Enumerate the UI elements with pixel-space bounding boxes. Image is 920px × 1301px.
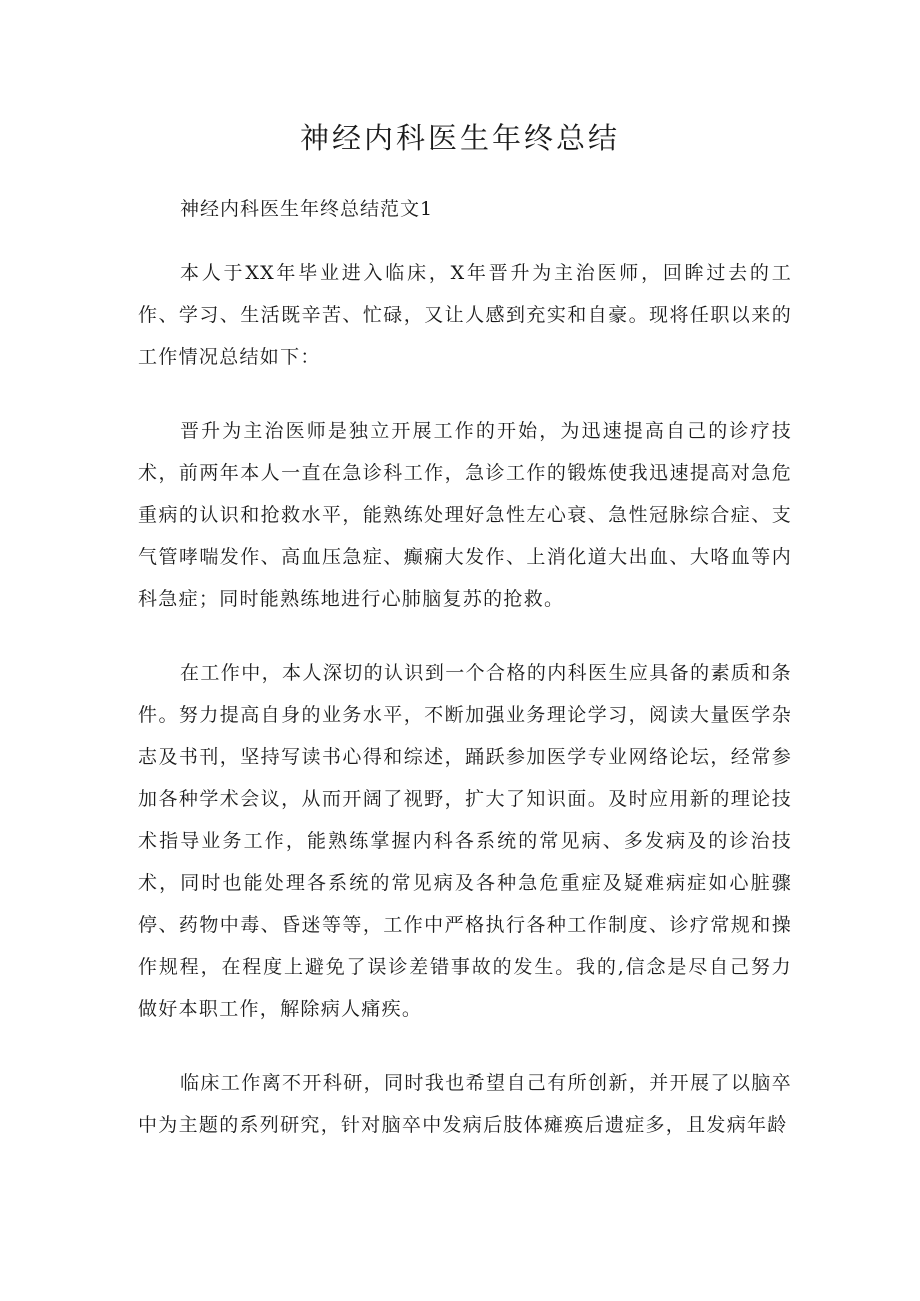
document-body — [138, 252, 792, 1178]
document-subtitle: 神经内科医生年终总结范文1 — [180, 198, 434, 220]
paragraph-research: 临床工作离不开科研，同时我也希望自己有所创新，并开展了以脑卒中为主题的系列研究，针对脑卒中发病后肢体瘫痪后遗症多，且发病年龄 — [138, 1072, 792, 1136]
paragraph-emergency-work: 晋升为主治医师是独立开展工作的开始，为迅速提高自己的诊疗技术，前两年本人一直在急诊科工作，急诊工作的锻炼使我迅速提高对急危重病的认识和抢救水平，能熟练处理好急性左心衰、急性冠脉综合症、支气管哮喘发作、高血压急症、癫痫大发作、上消化道大出血、大咯血等内科急症；同时能熟练地进行心肺脑复苏的抢救。 — [138, 420, 792, 610]
document-title: 神经内科医生年终总结 — [299, 121, 620, 155]
paragraph-professional-study: 在工作中，本人深切的认识到一个合格的内科医生应具备的素质和条件。努力提高自身的业务水平，不断加强业务理论学习，阅读大量医学杂志及书刊，坚持写读书心得和综述，踊跃参加医学专业网络论坛，经常参加各种学术会议，从而开阔了视野，扩大了知识面。及时应用新的理论技术指导业务工作，能熟练掌握内科各系统的常见病、多发病及的诊治技术，同时也能处理各系统的常见病及各种急危重症及疑难病症如心脏骤停、药物中毒、昏迷等等，工作中严格执行各种工作制度、诊疗常规和操作规程，在程度上避免了误诊差错事故的发生。我的,信念是尽自己努力做好本职工作，解除病人痛疾。 — [138, 662, 792, 1020]
paragraph-intro: 本人于XX年毕业进入临床，X年晋升为主治医师，回眸过去的工作、学习、生活既辛苦、忙碌，又让人感到充实和自豪。现将任职以来的工作情况总结如下： — [138, 262, 792, 368]
